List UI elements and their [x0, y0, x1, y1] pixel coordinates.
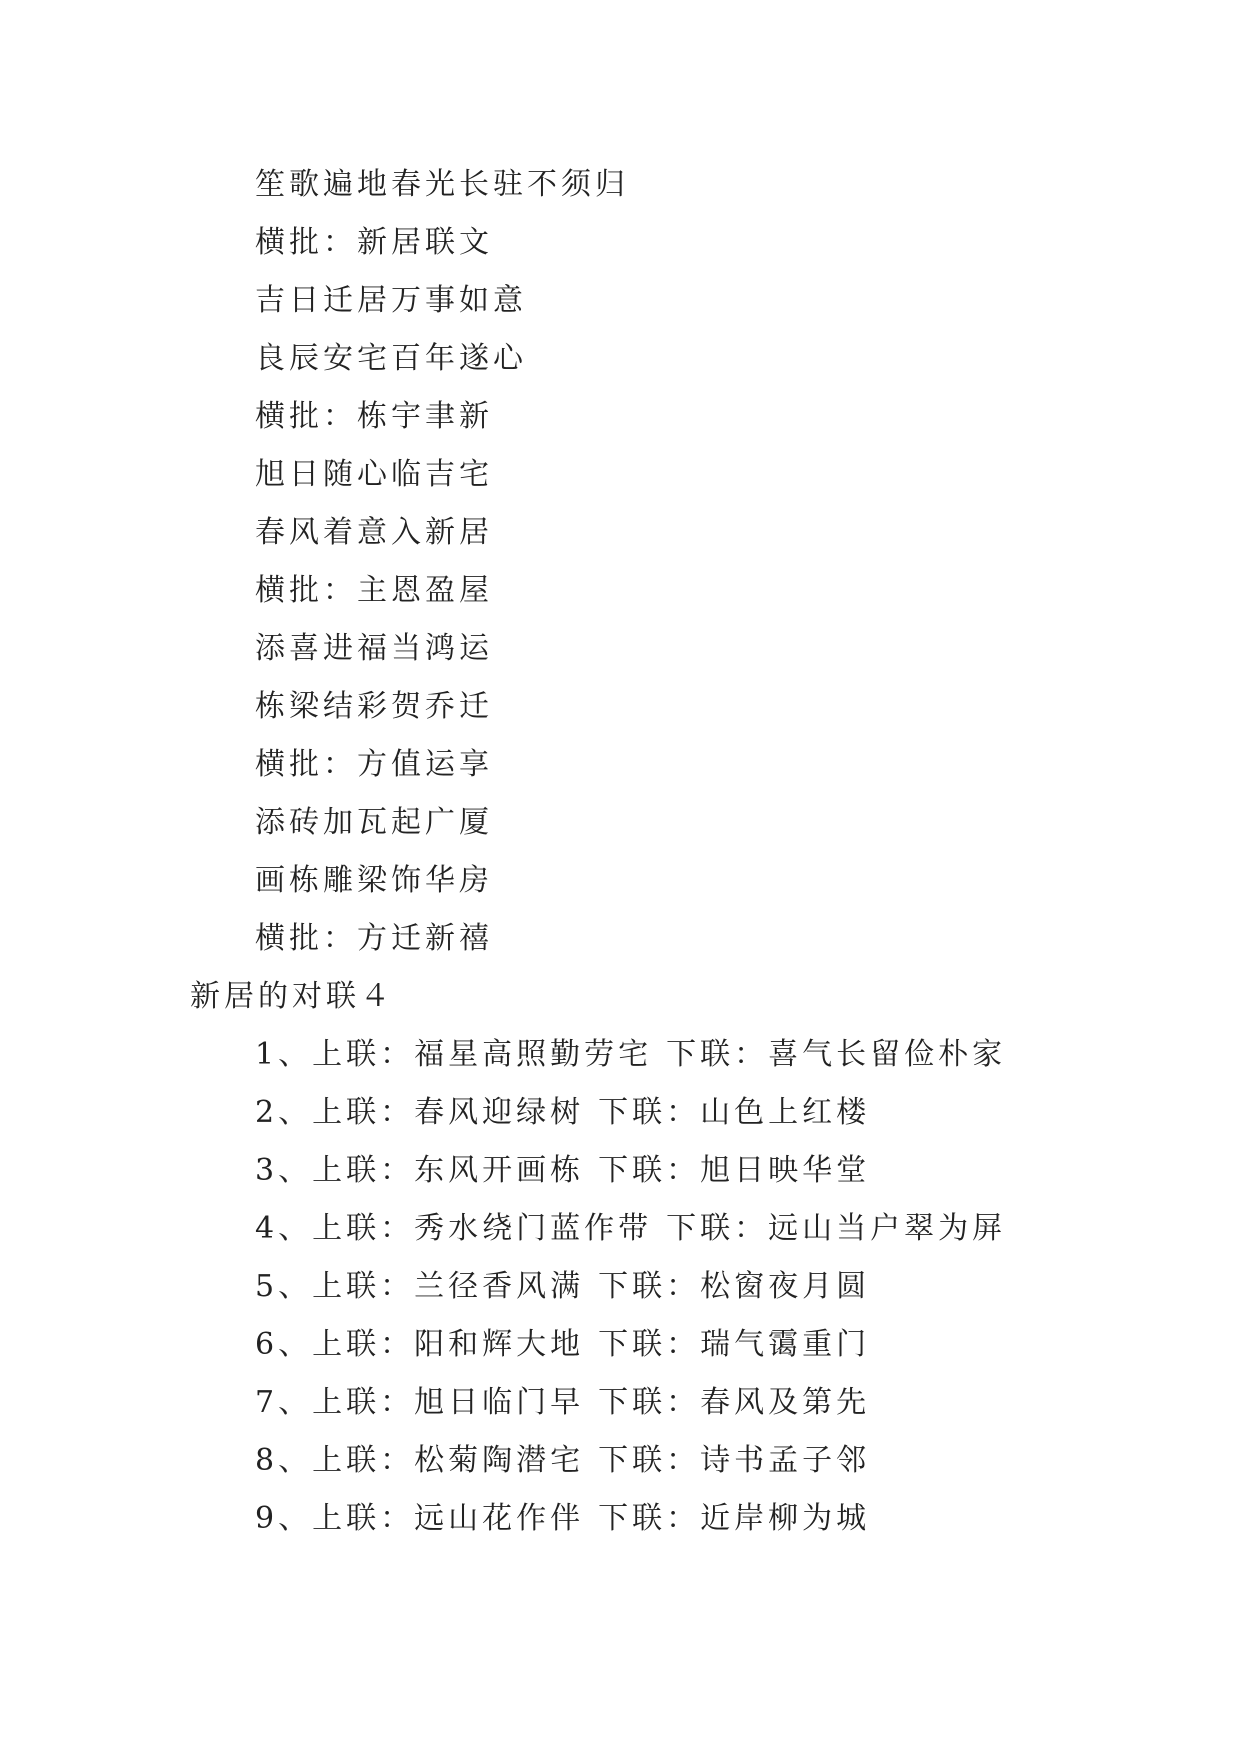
lower-line: 下联：诗书孟子邻: [598, 1443, 871, 1478]
lower-line: 下联：远山当户翠为屏: [666, 1211, 1007, 1246]
lower-line: 下联：瑞气霭重门: [598, 1327, 871, 1362]
lower-line: 下联：喜气长留俭朴家: [666, 1037, 1007, 1072]
couplet-number: 4、: [255, 1211, 313, 1246]
numbered-couplet: [255, 1026, 1006, 1084]
couplet-number: 2、: [255, 1095, 313, 1130]
couplet-line: 横批：主恩盈屋: [255, 573, 493, 608]
upper-line: 上联：远山花作伴: [312, 1501, 585, 1536]
couplet-line: 添砖加瓦起广厦: [255, 805, 493, 840]
numbered-couplet: [255, 1432, 870, 1490]
upper-line: 上联：春风迎绿树: [312, 1095, 585, 1130]
couplet-line: 旭日随心临吉宅: [255, 457, 493, 492]
upper-line: 上联：松菊陶潜宅: [312, 1443, 585, 1478]
upper-line: 上联：福星高照勤劳宅: [312, 1037, 653, 1072]
couplet-line: 吉日迁居万事如意: [255, 283, 527, 318]
couplet-line: 画栋雕梁饰华房: [255, 863, 493, 898]
couplet-number: 5、: [255, 1269, 313, 1304]
numbered-couplet: [255, 1490, 870, 1548]
numbered-couplet: [255, 1200, 1006, 1258]
upper-line: 上联：阳和辉大地: [312, 1327, 585, 1362]
upper-line: 上联：秀水绕门蓝作带: [312, 1211, 653, 1246]
numbered-couplet: [255, 1084, 870, 1142]
couplet-line: 良辰安宅百年遂心: [255, 341, 527, 376]
numbered-couplet: [255, 1316, 870, 1374]
numbered-couplet: [255, 1374, 870, 1432]
upper-line: 上联：旭日临门早: [312, 1385, 585, 1420]
lower-line: 下联：旭日映华堂: [598, 1153, 871, 1188]
couplet-line: 横批：方值运享: [255, 747, 493, 782]
couplet-line: 横批：方迁新禧: [255, 921, 493, 956]
couplet-line: 笙歌遍地春光长驻不须归: [255, 167, 629, 202]
section-title: 新居的对联４: [190, 979, 394, 1014]
couplet-number: 3、: [255, 1153, 313, 1188]
lower-line: 下联：近岸柳为城: [598, 1501, 871, 1536]
couplet-line: 春风着意入新居: [255, 515, 493, 550]
couplet-line: 添喜进福当鸿运: [255, 631, 493, 666]
numbered-couplet: [255, 1142, 870, 1200]
couplet-line: 栋梁结彩贺乔迁: [255, 689, 493, 724]
lower-line: 下联：松窗夜月圆: [598, 1269, 871, 1304]
lower-line: 下联：山色上红楼: [598, 1095, 871, 1130]
couplet-line: 横批：新居联文: [255, 225, 493, 260]
couplet-number: 8、: [255, 1443, 313, 1478]
couplet-number: 9、: [255, 1501, 313, 1536]
upper-line: 上联：兰径香风满: [312, 1269, 585, 1304]
couplet-number: 1、: [255, 1037, 313, 1072]
couplet-line: 横批：栋宇聿新: [255, 399, 493, 434]
couplet-number: 7、: [255, 1385, 313, 1420]
numbered-couplet: [255, 1258, 870, 1316]
couplet-number: 6、: [255, 1327, 313, 1362]
lower-line: 下联：春风及第先: [598, 1385, 871, 1420]
upper-line: 上联：东风开画栋: [312, 1153, 585, 1188]
